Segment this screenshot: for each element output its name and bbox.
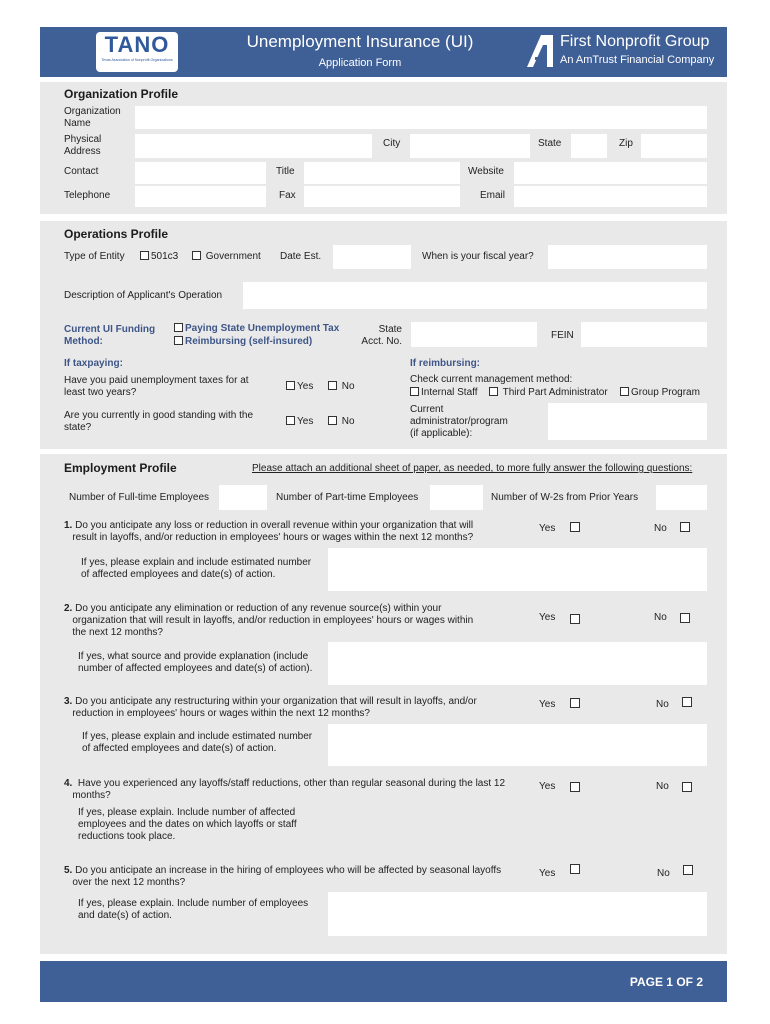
state-acct-label: State Acct. No.	[361, 324, 402, 347]
q3-no-label: No	[656, 699, 669, 710]
parttime-employees-label: Number of Part-time Employees	[276, 492, 419, 503]
q1-no-checkbox[interactable]	[680, 522, 690, 532]
tano-logo-text: TANO	[104, 32, 170, 57]
funding-reimbursing-option[interactable]: Reimbursing (self-insured)	[174, 336, 312, 348]
description-label: Description of Applicant's Operation	[64, 290, 223, 301]
checkbox-icon[interactable]	[174, 323, 183, 332]
w2-count-field[interactable]	[656, 485, 707, 510]
q1-yes-checkbox[interactable]	[570, 522, 580, 532]
q3-yes-label: Yes	[539, 699, 556, 710]
checkbox-icon[interactable]	[328, 381, 337, 390]
address-label: Physical Address	[64, 134, 102, 157]
good-standing-yes-option[interactable]: Yes	[286, 416, 313, 428]
organization-profile-section	[40, 82, 727, 214]
good-standing-question: Are you currently in good standing with the state?	[64, 410, 253, 433]
first-nonprofit-logo-icon	[527, 35, 553, 67]
checkbox-icon[interactable]	[192, 251, 201, 260]
question-2: 2. Do you anticipate any elimination or reduction of any revenue source(s) within your organization that will result in layoffs, and/or reduction in employees' hours or wages within the next 12 months?	[64, 603, 474, 638]
current-admin-label: Current administrator/program (if applicable):	[410, 404, 508, 439]
mgmt-group-option[interactable]: Group Program	[620, 387, 700, 399]
q5-no-checkbox[interactable]	[683, 865, 693, 875]
q5-yes-checkbox[interactable]	[570, 864, 580, 874]
q2-yes-checkbox[interactable]	[570, 614, 580, 624]
q1-no-label: No	[654, 523, 667, 534]
operations-profile-title: Operations Profile	[64, 227, 169, 241]
date-est-field[interactable]	[333, 245, 411, 269]
state-label: State	[538, 138, 562, 149]
good-standing-no-option[interactable]: No	[328, 416, 355, 428]
checkbox-icon[interactable]	[489, 387, 498, 396]
website-label: Website	[468, 166, 504, 177]
current-admin-field[interactable]	[548, 403, 707, 440]
q1-yes-label: Yes	[539, 523, 556, 534]
telephone-field[interactable]	[135, 186, 266, 207]
mgmt-tpa-option[interactable]: Third Part Administrator	[489, 387, 608, 399]
paid-taxes-question: Have you paid unemployment taxes for at least two years?	[64, 375, 249, 398]
telephone-label: Telephone	[64, 190, 111, 201]
operations-profile-section	[40, 221, 727, 449]
attach-instructions: Please attach an additional sheet of paper, as needed, to more fully answer the following questions:	[252, 463, 693, 474]
zip-field[interactable]	[641, 134, 707, 158]
q2-no-label: No	[654, 612, 667, 623]
fiscal-year-label: When is your fiscal year?	[422, 251, 534, 262]
contact-label: Contact	[64, 166, 99, 177]
city-field[interactable]	[410, 134, 530, 158]
address-field[interactable]	[135, 134, 372, 158]
checkbox-icon[interactable]	[174, 336, 183, 345]
fax-label: Fax	[279, 190, 296, 201]
q1-explanation-label: If yes, please explain and include estimated number of affected employees and date(s) of action.	[81, 557, 312, 580]
fulltime-employees-field[interactable]	[219, 485, 267, 510]
form-header	[40, 27, 727, 77]
page-number: PAGE 1 OF 2	[629, 975, 703, 989]
fiscal-year-field[interactable]	[548, 245, 707, 269]
q5-explanation-field[interactable]	[328, 892, 707, 936]
checkbox-icon[interactable]	[410, 387, 419, 396]
q3-explanation-field[interactable]	[328, 724, 707, 766]
tano-logo-tagline: Texas Association of Nonprofit Organizations	[101, 58, 173, 62]
checkbox-icon[interactable]	[620, 387, 629, 396]
state-field[interactable]	[571, 134, 607, 158]
funding-method-label: Current UI Funding Method:	[64, 324, 156, 347]
q2-explanation-label: If yes, what source and provide explanation (include number of affected employees and date(s) of action).	[78, 651, 313, 674]
employment-profile-title: Employment Profile	[64, 461, 177, 475]
company-name: First Nonprofit Group	[560, 33, 710, 50]
fein-field[interactable]	[581, 322, 707, 347]
q5-explanation-label: If yes, please explain. Include number of employees and date(s) of action.	[78, 898, 309, 921]
tano-logo	[96, 32, 178, 72]
parttime-employees-field[interactable]	[430, 485, 483, 510]
management-method-label: Check current management method:	[410, 374, 573, 385]
q3-explanation-label: If yes, please explain and include estimated number of affected employees and date(s) of action.	[82, 731, 313, 754]
entity-type-label: Type of Entity	[64, 251, 125, 262]
q4-no-label: No	[656, 781, 669, 792]
question-1: 1. Do you anticipate any loss or reduction in overall revenue within your organization that will result in layoffs, and/or reduction in employees' hours or wages within the next 12 months?	[64, 520, 474, 543]
fein-label: FEIN	[551, 330, 574, 341]
q4-explanation-label: If yes, please explain. Include number of affected employees and the dates on which layoffs or staff reductions took place.	[78, 807, 297, 842]
q2-yes-label: Yes	[539, 612, 556, 623]
organization-profile-title: Organization Profile	[64, 87, 179, 101]
page-footer	[40, 961, 727, 1002]
date-est-label: Date Est.	[280, 251, 322, 262]
title-label: Title	[276, 166, 295, 177]
org-name-field[interactable]	[135, 106, 707, 129]
paid-taxes-yes-option[interactable]: Yes	[286, 381, 313, 393]
if-reimbursing-heading: If reimbursing:	[410, 358, 481, 369]
form-subtitle: Application Form	[318, 57, 402, 69]
form-title: Unemployment Insurance (UI)	[246, 32, 474, 51]
org-name-label: Organization Name	[64, 106, 121, 129]
question-3: 3. Do you anticipate any restructuring within your organization that will result in layoffs, and/or reduction in employees' hours or wages within the next 12 months?	[64, 696, 477, 719]
company-tagline: An AmTrust Financial Company	[560, 54, 715, 66]
q4-yes-checkbox[interactable]	[570, 782, 580, 792]
checkbox-icon[interactable]	[286, 381, 295, 390]
entity-501c3-option[interactable]: 501c3	[140, 251, 178, 263]
q4-no-checkbox[interactable]	[682, 782, 692, 792]
entity-government-option[interactable]: Government	[192, 251, 261, 263]
fulltime-employees-label: Number of Full-time Employees	[69, 492, 210, 503]
title-field[interactable]	[304, 162, 460, 184]
funding-paying-tax-option[interactable]: Paying State Unemployment Tax	[174, 323, 339, 335]
email-field[interactable]	[514, 186, 707, 207]
website-field[interactable]	[514, 162, 707, 184]
q5-no-label: No	[657, 868, 670, 879]
description-field[interactable]	[243, 282, 707, 309]
q2-explanation-field[interactable]	[328, 642, 707, 685]
contact-field[interactable]	[135, 162, 266, 184]
checkbox-icon[interactable]	[286, 416, 295, 425]
paid-taxes-no-option[interactable]: No	[328, 381, 355, 393]
zip-label: Zip	[619, 138, 633, 149]
if-taxpaying-heading: If taxpaying:	[64, 358, 123, 369]
q3-yes-checkbox[interactable]	[570, 698, 580, 708]
q2-no-checkbox[interactable]	[680, 613, 690, 623]
email-label: Email	[480, 190, 506, 201]
question-5: 5. Do you anticipate an increase in the hiring of employees who will be affected by seasonal layoffs over the next 12 months?	[64, 865, 502, 888]
q4-yes-label: Yes	[539, 781, 556, 792]
w2-count-label: Number of W-2s from Prior Years	[491, 492, 639, 503]
mgmt-internal-option[interactable]: Internal Staff	[410, 387, 478, 399]
city-label: City	[383, 138, 401, 149]
q1-explanation-field[interactable]	[328, 548, 707, 591]
fax-field[interactable]	[304, 186, 460, 207]
q5-yes-label: Yes	[539, 868, 556, 879]
q3-no-checkbox[interactable]	[682, 697, 692, 707]
state-acct-field[interactable]	[411, 322, 537, 347]
checkbox-icon[interactable]	[140, 251, 149, 260]
checkbox-icon[interactable]	[328, 416, 337, 425]
employment-profile-section	[40, 454, 727, 954]
question-4: 4. Have you experienced any layoffs/staff reductions, other than regular seasonal during the last 12 months?	[64, 778, 506, 801]
